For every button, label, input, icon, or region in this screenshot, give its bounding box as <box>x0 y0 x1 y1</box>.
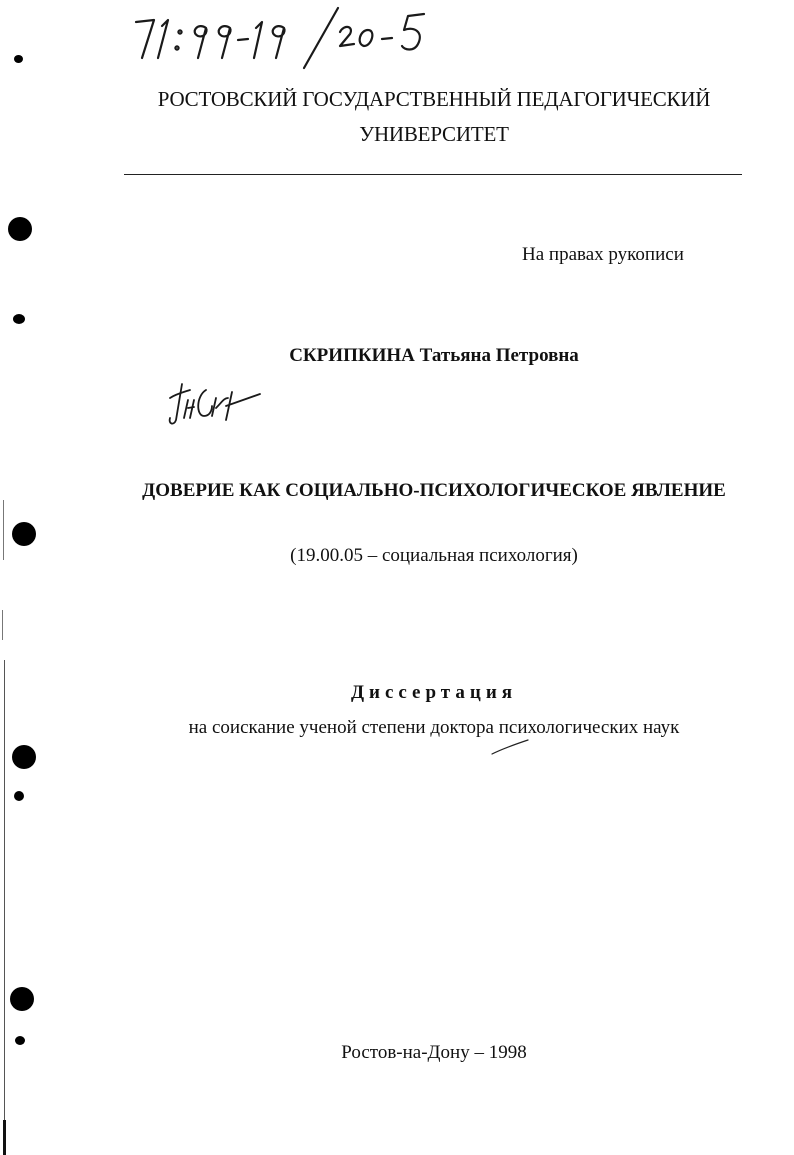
pen-stroke-mark <box>490 738 530 756</box>
punch-hole <box>12 745 36 769</box>
page-edge-line <box>3 500 4 560</box>
page-edge-line <box>3 1120 6 1155</box>
page-edge-line <box>2 610 3 640</box>
punch-hole <box>10 987 34 1011</box>
dissertation-title: ДОВЕРИЕ КАК СОЦИАЛЬНО-ПСИХОЛОГИЧЕСКОЕ ЯВЛЕНИЕ <box>142 480 726 501</box>
punch-hole <box>12 522 36 546</box>
author-name: СКРИПКИНА Татьяна Петровна <box>289 345 579 366</box>
degree-statement: на соискание ученой степени доктора психологических наук <box>188 717 680 738</box>
page-edge-line <box>4 660 5 1155</box>
specialty-code: (19.00.05 – социальная психология) <box>290 545 578 566</box>
handwritten-registration-number <box>128 6 448 70</box>
punch-hole <box>14 791 24 801</box>
punch-hole <box>15 1036 25 1045</box>
institution-line-1: РОСТОВСКИЙ ГОСУДАРСТВЕННЫЙ ПЕДАГОГИЧЕСКИЙ <box>157 87 711 111</box>
institution-name <box>0 84 794 149</box>
author-signature <box>162 376 262 432</box>
header-divider <box>124 174 742 175</box>
punch-hole <box>13 314 25 324</box>
punch-hole <box>14 55 23 63</box>
work-type-heading: Диссертация <box>350 682 518 703</box>
manuscript-rights-label: На правах рукописи <box>522 244 684 265</box>
place-and-year: Ростов-на-Дону – 1998 <box>341 1042 527 1063</box>
punch-hole <box>8 217 32 241</box>
institution-line-2: УНИВЕРСИТЕТ <box>359 122 509 146</box>
